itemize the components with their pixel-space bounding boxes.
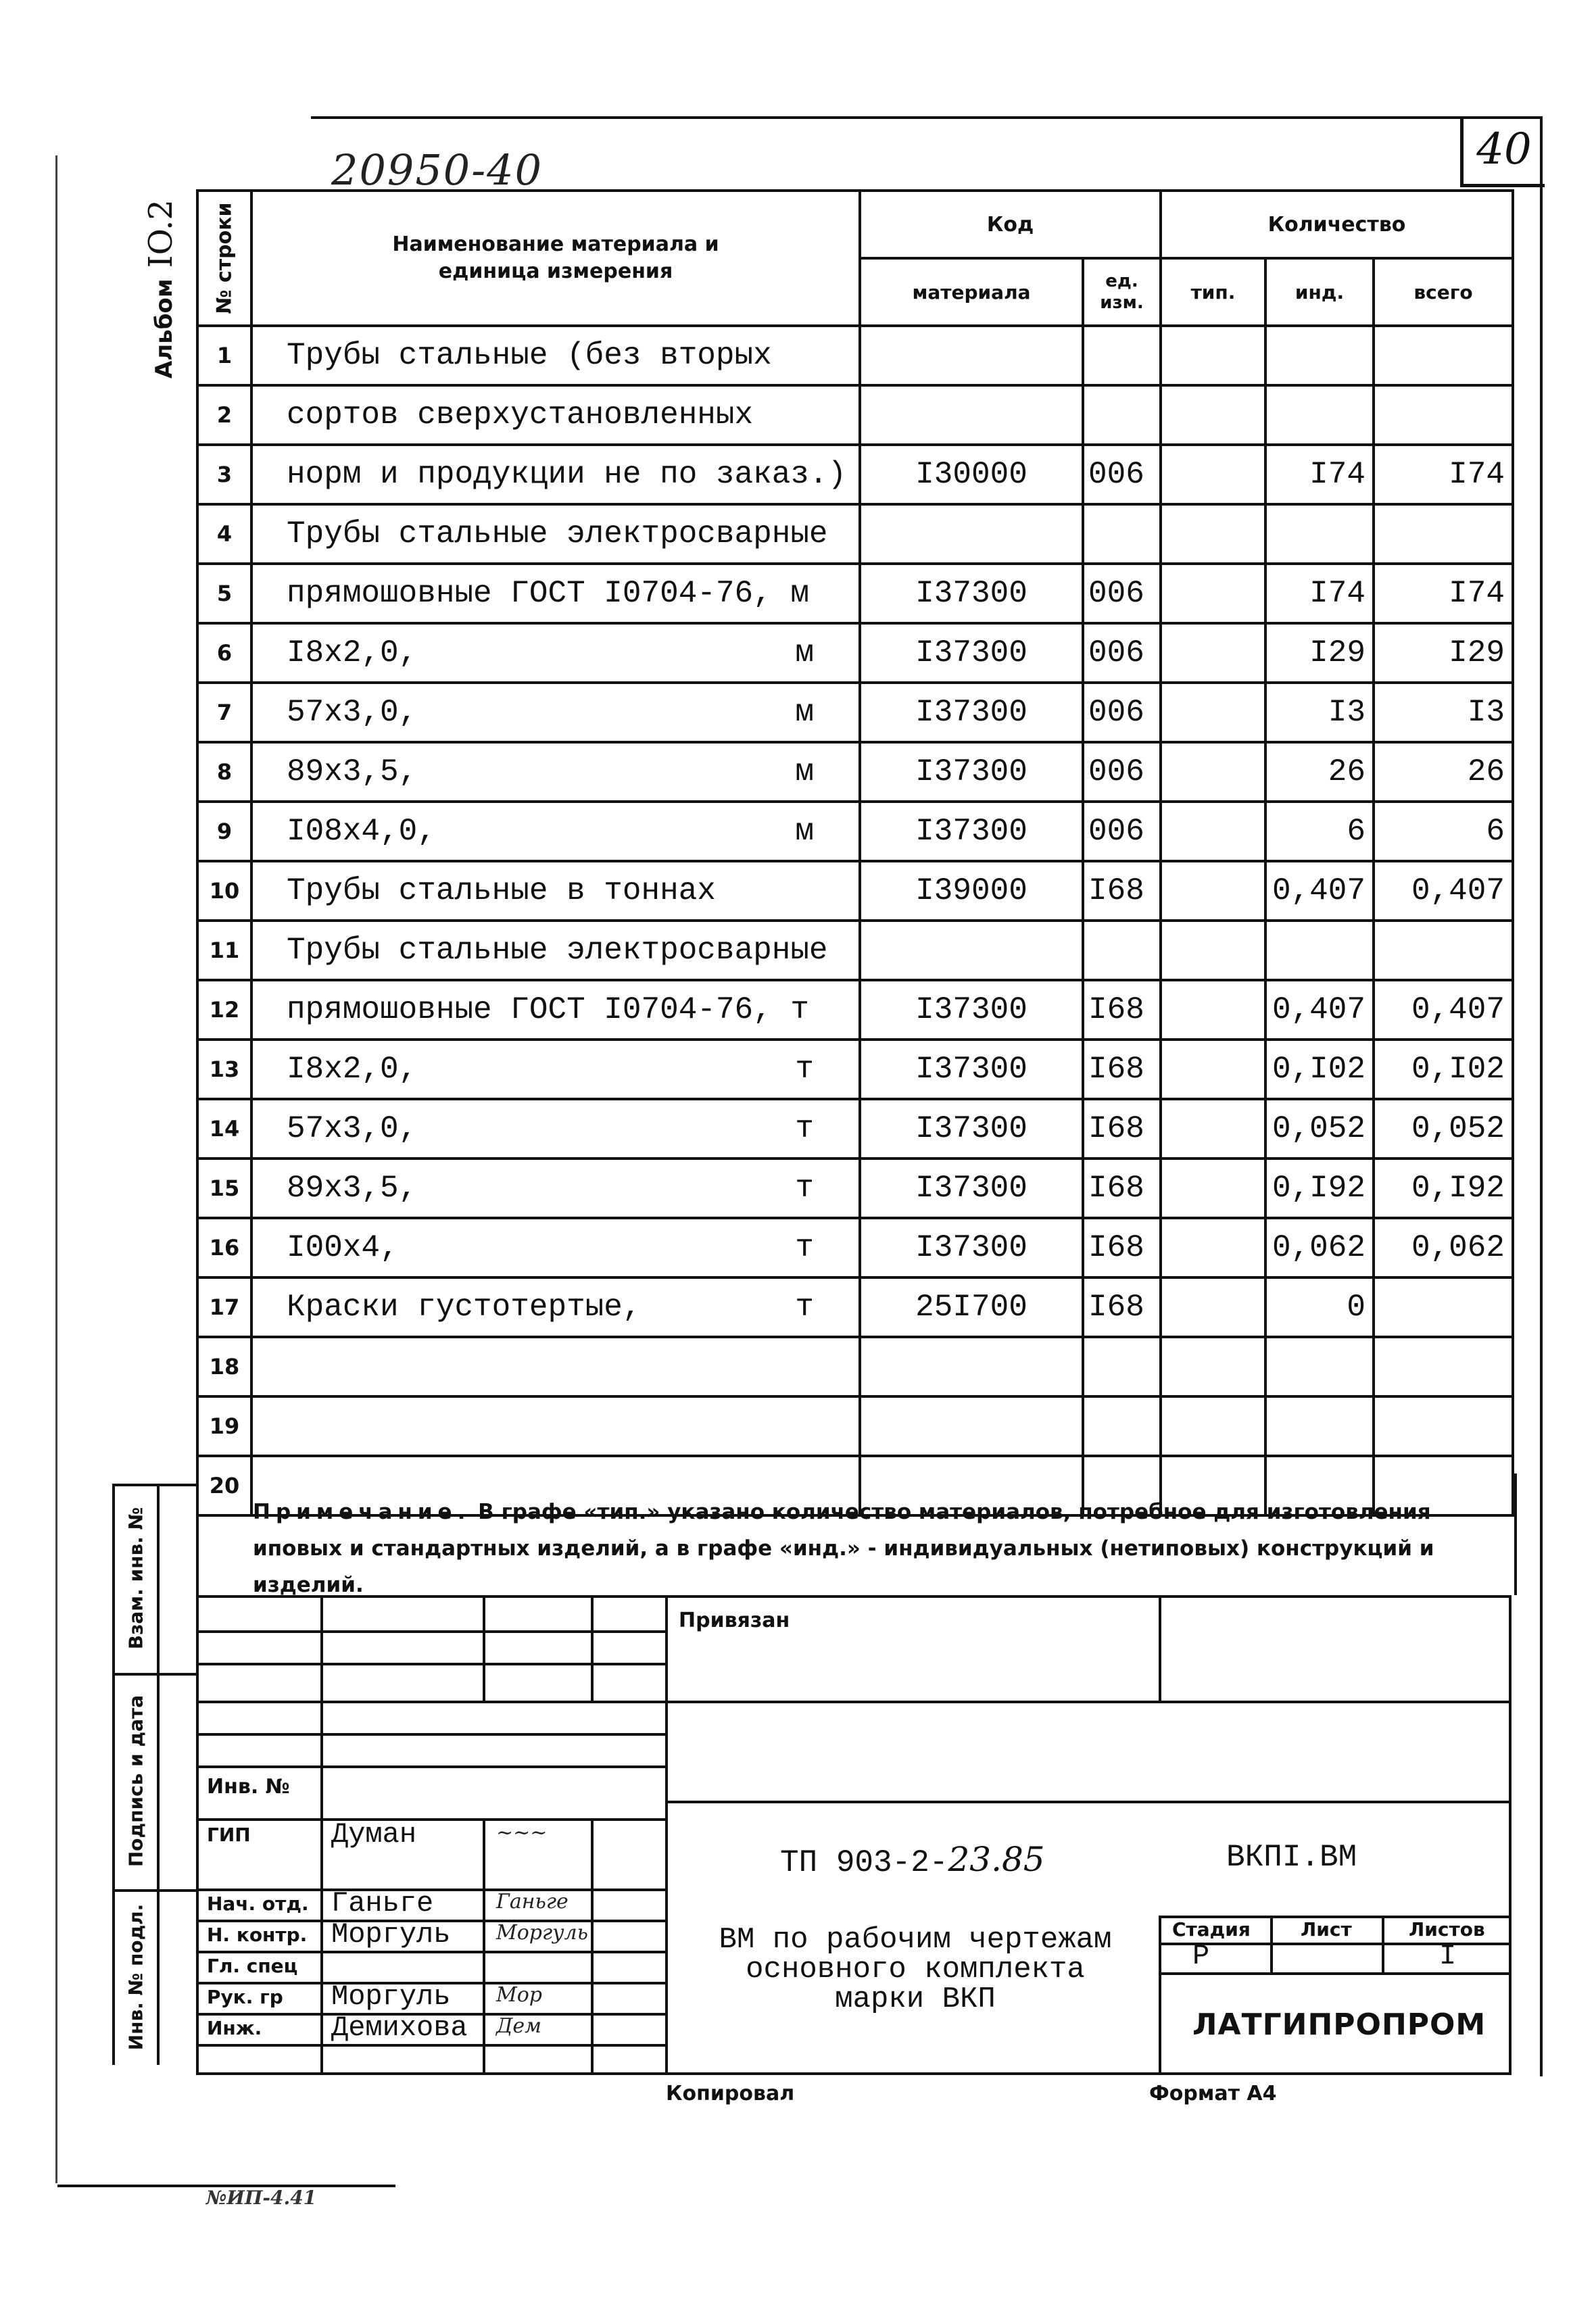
qty-total-cell: I74 <box>1374 445 1513 504</box>
tb-hline <box>199 1765 665 1768</box>
material-name-cell <box>251 1277 860 1337</box>
material-name-text: 57x3,0, <box>287 1111 418 1146</box>
tb-vline <box>1159 1916 1161 2075</box>
table-row <box>197 1099 1513 1159</box>
table-row <box>197 683 1513 742</box>
table-row <box>197 1218 1513 1277</box>
tb-vline <box>483 1598 485 1701</box>
material-name-cell <box>251 1396 860 1456</box>
material-code-cell <box>860 326 1083 385</box>
qty-total-cell <box>1374 326 1513 385</box>
qty-typ-cell <box>1161 921 1265 980</box>
qty-total-cell <box>1374 1337 1513 1396</box>
material-name-text: I8x2,0, <box>287 1052 418 1087</box>
material-name-text: I8x2,0, <box>287 635 418 671</box>
material-code-cell <box>860 1396 1083 1456</box>
album-label <box>142 199 180 379</box>
doc-code-prefix: ТП 903-2- <box>780 1845 948 1880</box>
table-row <box>197 980 1513 1040</box>
material-code-cell <box>860 385 1083 445</box>
page-number: 40 <box>1476 124 1532 174</box>
material-code-cell: I37300 <box>860 1159 1083 1218</box>
unit-code-cell: 006 <box>1083 564 1161 623</box>
unit-code-cell: 006 <box>1083 623 1161 683</box>
qty-typ-cell <box>1161 1040 1265 1099</box>
material-code-cell <box>860 504 1083 564</box>
material-name-cell <box>251 1218 860 1277</box>
header-code-unit: ед. изм. <box>1083 258 1161 326</box>
title-block <box>196 1595 1512 2075</box>
table-row <box>197 445 1513 504</box>
material-code-cell: I39000 <box>860 861 1083 921</box>
tb-hline <box>199 1951 665 1953</box>
row-number-cell: 13 <box>197 1040 251 1099</box>
material-name-cell <box>251 683 860 742</box>
doc-code <box>780 1840 1045 1880</box>
row-number-cell: 20 <box>197 1456 251 1515</box>
material-name-text: Трубы стальные электросварные <box>287 933 828 968</box>
materials-table <box>196 189 1514 1517</box>
material-unit-text: м <box>795 754 814 789</box>
qty-ind-cell: I3 <box>1265 683 1374 742</box>
unit-code-cell: I68 <box>1083 980 1161 1040</box>
material-name-text: I08x4,0, <box>287 814 436 849</box>
row-number-cell: 18 <box>197 1337 251 1396</box>
tb-vline <box>320 1598 323 2075</box>
inv-no-label: Инв. № <box>207 1775 290 1799</box>
page-number-box <box>1460 116 1545 187</box>
qty-typ-cell <box>1161 445 1265 504</box>
material-name-cell <box>251 802 860 861</box>
qty-ind-cell <box>1265 326 1374 385</box>
row-number-cell: 11 <box>197 921 251 980</box>
unit-code-cell: I68 <box>1083 1099 1161 1159</box>
material-code-cell: I37300 <box>860 802 1083 861</box>
material-name-text: норм и продукции не по заказ.) <box>287 457 847 492</box>
stage-label: Стадия <box>1172 1918 1251 1941</box>
qty-ind-cell: 0,407 <box>1265 861 1374 921</box>
header-row-number: № строки <box>197 191 251 326</box>
material-name-cell <box>251 623 860 683</box>
material-name-text: прямошовные ГОСТ I0704-76, м <box>287 576 809 611</box>
unit-code-cell: 006 <box>1083 445 1161 504</box>
qty-ind-cell: 6 <box>1265 802 1374 861</box>
qty-typ-cell <box>1161 683 1265 742</box>
qty-total-cell: 0,407 <box>1374 861 1513 921</box>
unit-code-cell: I68 <box>1083 1218 1161 1277</box>
handwritten-signature: Моргуль <box>496 1921 588 1945</box>
description-line: марки ВКП <box>835 1982 996 2016</box>
signature-role: Инж. <box>207 2017 262 2039</box>
tb-vline <box>483 1818 485 2075</box>
qty-ind-cell: I29 <box>1265 623 1374 683</box>
material-code-cell: 25I700 <box>860 1277 1083 1337</box>
signature-role: Нач. отд. <box>207 1893 309 1915</box>
tb-hline <box>199 1630 665 1633</box>
handwritten-signature: Дем <box>496 2014 542 2038</box>
row-number-cell: 8 <box>197 742 251 802</box>
header-code: Код <box>860 191 1161 258</box>
qty-ind-cell: I74 <box>1265 564 1374 623</box>
material-unit-text: м <box>795 814 814 849</box>
material-name-cell <box>251 1159 860 1218</box>
row-number-cell: 9 <box>197 802 251 861</box>
row-number-cell: 3 <box>197 445 251 504</box>
album-word: Альбом <box>151 278 178 379</box>
material-name-cell <box>251 1040 860 1099</box>
qty-total-cell: 6 <box>1374 802 1513 861</box>
doc-mark: ВКПI.ВМ <box>1226 1840 1357 1875</box>
qty-ind-cell <box>1265 1337 1374 1396</box>
material-name-cell <box>251 564 860 623</box>
material-code-cell <box>860 1337 1083 1396</box>
header-material-name: Наименование материала и единица измерения <box>251 191 860 326</box>
materials-table-body <box>197 326 1513 1515</box>
material-name-cell <box>251 504 860 564</box>
qty-ind-cell: 0,I92 <box>1265 1159 1374 1218</box>
qty-ind-cell <box>1265 385 1374 445</box>
tb-hline <box>665 1801 1512 1803</box>
row-number-cell: 1 <box>197 326 251 385</box>
qty-total-cell: I29 <box>1374 623 1513 683</box>
material-code-cell: I37300 <box>860 683 1083 742</box>
sheets-label: Листов <box>1409 1918 1485 1941</box>
qty-total-cell: 0,407 <box>1374 980 1513 1040</box>
material-name-cell <box>251 445 860 504</box>
qty-total-cell: I74 <box>1374 564 1513 623</box>
row-number-cell: 4 <box>197 504 251 564</box>
unit-code-cell: I68 <box>1083 861 1161 921</box>
material-name-cell <box>251 1337 860 1396</box>
material-name-text: 89x3,5, <box>287 1171 418 1206</box>
qty-total-cell: 0,052 <box>1374 1099 1513 1159</box>
table-row <box>197 861 1513 921</box>
qty-total-cell <box>1374 1396 1513 1456</box>
table-row <box>197 1396 1513 1456</box>
material-code-cell: I37300 <box>860 980 1083 1040</box>
material-code-cell <box>860 921 1083 980</box>
table-row <box>197 504 1513 564</box>
row-number-cell: 14 <box>197 1099 251 1159</box>
row-number-cell: 7 <box>197 683 251 742</box>
unit-code-cell <box>1083 326 1161 385</box>
qty-ind-cell: 0,062 <box>1265 1218 1374 1277</box>
signature-role: Гл. спец <box>207 1955 298 1977</box>
tb-hline <box>199 1701 1512 1703</box>
material-unit-text: м <box>795 635 814 671</box>
material-code-cell: I30000 <box>860 445 1083 504</box>
qty-ind-cell: 26 <box>1265 742 1374 802</box>
table-row <box>197 742 1513 802</box>
qty-total-cell <box>1374 1277 1513 1337</box>
row-number-cell: 12 <box>197 980 251 1040</box>
tb-hline <box>199 2044 665 2047</box>
material-name-cell <box>251 742 860 802</box>
tb-vline <box>1382 1916 1384 1972</box>
header-qty-typ: тип. <box>1161 258 1265 326</box>
qty-typ-cell <box>1161 1396 1265 1456</box>
stage-value: Р <box>1192 1940 1210 1972</box>
handwritten-signature: ~~~ <box>496 1821 548 1845</box>
table-row <box>197 921 1513 980</box>
tb-vline <box>665 1598 668 2075</box>
tb-hline <box>199 1733 665 1736</box>
qty-typ-cell <box>1161 564 1265 623</box>
qty-total-cell: 0,062 <box>1374 1218 1513 1277</box>
row-number-cell: 5 <box>197 564 251 623</box>
material-name-cell <box>251 385 860 445</box>
qty-total-cell <box>1374 921 1513 980</box>
qty-ind-cell: 0 <box>1265 1277 1374 1337</box>
qty-typ-cell <box>1161 504 1265 564</box>
material-code-cell: I37300 <box>860 742 1083 802</box>
sheet-description <box>699 1925 1132 2014</box>
description-line: основного комплекта <box>746 1953 1085 1987</box>
tb-hline <box>199 1663 665 1665</box>
table-row <box>197 1337 1513 1396</box>
material-unit-text: т <box>795 1111 814 1146</box>
unit-code-cell <box>1083 1337 1161 1396</box>
signature-name: Ганьге <box>331 1887 434 1920</box>
table-row <box>197 385 1513 445</box>
side-label-podpis: Подпись и дата <box>124 1695 147 1868</box>
material-unit-text: т <box>795 1052 814 1087</box>
unit-code-cell: I68 <box>1083 1277 1161 1337</box>
row-number-cell: 16 <box>197 1218 251 1277</box>
unit-code-cell <box>1083 504 1161 564</box>
qty-typ-cell <box>1161 1218 1265 1277</box>
material-code-cell: I37300 <box>860 564 1083 623</box>
material-name-text: прямошовные ГОСТ I0704-76, т <box>287 992 809 1027</box>
material-unit-text: т <box>795 1171 814 1206</box>
table-row <box>197 1040 1513 1099</box>
row-number-cell: 15 <box>197 1159 251 1218</box>
material-code-cell: I37300 <box>860 623 1083 683</box>
album-volume: IO.2 <box>142 199 180 268</box>
material-name-cell <box>251 326 860 385</box>
tb-hline <box>1159 1972 1512 1975</box>
qty-total-cell: 0,I92 <box>1374 1159 1513 1218</box>
handwritten-signature: Мор <box>496 1983 542 2007</box>
privyazan-label: Привязан <box>679 1609 790 1632</box>
qty-typ-cell <box>1161 742 1265 802</box>
qty-total-cell: 26 <box>1374 742 1513 802</box>
note-block <box>196 1473 1517 1595</box>
material-name-text: 57x3,0, <box>287 695 418 730</box>
signature-role: Рук. гр <box>207 1986 283 2008</box>
row-number-cell: 19 <box>197 1396 251 1456</box>
unit-code-cell: I68 <box>1083 1159 1161 1218</box>
qty-ind-cell <box>1265 1396 1374 1456</box>
qty-typ-cell <box>1161 1277 1265 1337</box>
side-stamp-vline <box>157 1484 160 2065</box>
header-code-material: материала <box>860 258 1083 326</box>
tb-vline <box>591 1818 594 2075</box>
side-label-vzam: Взам. инв. № <box>124 1507 147 1650</box>
material-name-text: сортов сверхустановленных <box>287 397 754 433</box>
material-code-cell: I37300 <box>860 1099 1083 1159</box>
material-name-text: Трубы стальные (без вторых <box>287 338 772 373</box>
qty-ind-cell: 0,407 <box>1265 980 1374 1040</box>
sheet-label: Лист <box>1301 1918 1352 1941</box>
tb-vline <box>1159 1598 1161 1701</box>
signature-name: Думан <box>331 1818 417 1851</box>
qty-typ-cell <box>1161 326 1265 385</box>
unit-code-cell: 006 <box>1083 683 1161 742</box>
table-row <box>197 1159 1513 1218</box>
frame-right-line <box>1540 116 1543 2076</box>
material-name-text: Краски густотертые, <box>287 1290 642 1325</box>
qty-typ-cell <box>1161 802 1265 861</box>
qty-typ-cell <box>1161 1337 1265 1396</box>
unit-code-cell: 006 <box>1083 742 1161 802</box>
row-number-cell: 17 <box>197 1277 251 1337</box>
doc-code-handwritten: 23.85 <box>948 1840 1045 1879</box>
handwritten-doc-number: 20950-40 <box>331 145 543 195</box>
qty-total-cell <box>1374 385 1513 445</box>
qty-ind-cell: 0,I02 <box>1265 1040 1374 1099</box>
handwritten-signature: Ганьге <box>496 1890 569 1914</box>
tb-hline <box>1159 1943 1512 1945</box>
material-name-cell <box>251 980 860 1040</box>
description-line: ВМ по рабочим чертежам <box>719 1923 1112 1957</box>
qty-ind-cell: I74 <box>1265 445 1374 504</box>
qty-ind-cell <box>1265 921 1374 980</box>
qty-ind-cell: 0,052 <box>1265 1099 1374 1159</box>
sheets-value: I <box>1439 1940 1457 1972</box>
unit-code-cell <box>1083 1396 1161 1456</box>
row-number-cell: 2 <box>197 385 251 445</box>
tb-vline <box>1270 1916 1273 1972</box>
qty-typ-cell <box>1161 1159 1265 1218</box>
signature-name: Демихова <box>331 2012 468 2044</box>
signature-role: ГИП <box>207 1824 251 1846</box>
qty-typ-cell <box>1161 861 1265 921</box>
table-row <box>197 564 1513 623</box>
row-number-cell: 6 <box>197 623 251 683</box>
unit-code-cell <box>1083 385 1161 445</box>
copied-label: Копировал <box>666 2082 795 2105</box>
tb-hline <box>199 1818 665 1821</box>
material-code-cell: I37300 <box>860 1218 1083 1277</box>
header-qty-total: всего <box>1374 258 1513 326</box>
format-label: Формат А4 <box>1149 2082 1277 2105</box>
material-name-text: 89x3,5, <box>287 754 418 789</box>
material-name-text: Трубы стальные в тоннах <box>287 873 716 908</box>
signature-name: Моргуль <box>331 1980 451 2013</box>
unit-code-cell: 006 <box>1083 802 1161 861</box>
material-unit-text: м <box>795 695 814 730</box>
side-stamp <box>112 1484 199 2065</box>
qty-typ-cell <box>1161 623 1265 683</box>
material-code-cell: I37300 <box>860 1040 1083 1099</box>
material-name-text: Трубы стальные электросварные <box>287 516 828 552</box>
material-unit-text: т <box>795 1290 814 1325</box>
qty-typ-cell <box>1161 980 1265 1040</box>
note-lead: Примечание. <box>253 1500 471 1524</box>
table-row <box>197 326 1513 385</box>
header-quantity: Количество <box>1161 191 1513 258</box>
qty-typ-cell <box>1161 1099 1265 1159</box>
qty-ind-cell <box>1265 504 1374 564</box>
signature-name: Моргуль <box>331 1918 451 1951</box>
material-name-cell <box>251 921 860 980</box>
sheet-left-edge <box>55 155 57 2183</box>
header-qty-ind: инд. <box>1265 258 1374 326</box>
row-number-cell: 10 <box>197 861 251 921</box>
qty-total-cell <box>1374 504 1513 564</box>
organization-name: ЛАТГИПРОПРОМ <box>1192 2007 1486 2042</box>
signature-role: Н. контр. <box>207 1924 308 1946</box>
tb-vline <box>591 1598 594 1701</box>
table-row <box>197 623 1513 683</box>
side-label-inv-podl: Инв. № подл. <box>124 1903 147 2051</box>
material-name-cell <box>251 1099 860 1159</box>
bottom-stamp: №ИП-4.41 <box>206 2187 317 2209</box>
qty-typ-cell <box>1161 385 1265 445</box>
material-unit-text: т <box>795 1230 814 1265</box>
note-text <box>253 1494 1470 1603</box>
qty-total-cell: I3 <box>1374 683 1513 742</box>
table-row <box>197 802 1513 861</box>
qty-total-cell: 0,I02 <box>1374 1040 1513 1099</box>
note-body: В графе «тип.» указано количество материалов, потребное для изготовления иповых и стандартных изделий, а в графе «инд.» - индивидуальных (нетиповых) конструкций и изделий. <box>253 1500 1434 1597</box>
unit-code-cell <box>1083 921 1161 980</box>
table-row <box>197 1277 1513 1337</box>
material-name-cell <box>251 861 860 921</box>
material-name-text: I00x4, <box>287 1230 399 1265</box>
frame-top-line <box>311 116 1541 119</box>
unit-code-cell: I68 <box>1083 1040 1161 1099</box>
